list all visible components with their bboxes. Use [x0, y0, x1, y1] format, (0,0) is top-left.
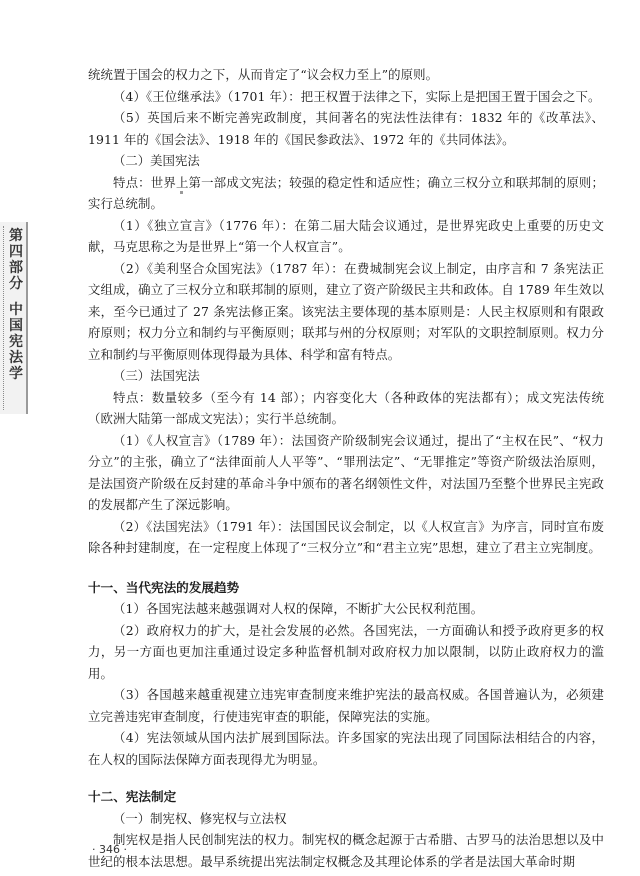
side-section-label [8, 228, 24, 382]
side-part-label: 第四部分 [9, 228, 23, 292]
subsection-heading: （三）法国宪法 [113, 368, 200, 383]
section-heading: 十二、宪法制定 [88, 789, 177, 804]
main-text [88, 64, 604, 872]
paragraph: 制宪权是指人民创制宪法的权力。制宪权的概念起源于古希腊、古罗马的法治思想以及中世纪的根本法思想。最早系统提出宪法制定权概念及其理论体系的学者是法国大革命时期 [88, 832, 604, 869]
paragraph: 统统置于国会的权力之下，从而肯定了“议会权力至上”的原则。 [88, 67, 439, 82]
paragraph: （1）《独立宣言》（1776 年）：在第二届大陆会议通过，是世界宪政史上重要的历史文献，马克思称之为是世界上“第一个人权宣言”。 [88, 217, 604, 254]
paragraph: 特点：世界上第一部成文宪法；较强的稳定性和适应性；确立三权分立和联邦制的原则；实行总统制。 [88, 174, 604, 211]
paragraph: （4）《王位继承法》（1701 年）：把王权置于法律之下，实际上是把国王置于国会之下。 [113, 88, 601, 104]
paragraph: 特点：数量较多（至今有 14 部）；内容变化大（各种政体的宪法都有）；成文宪法传统（欧洲大陆第一部成文宪法）；实行半总统制。 [88, 389, 604, 426]
paragraph: （4）宪法领域从国内法扩展到国际法。许多国家的宪法出现了同国际法相结合的内容，在人权的国际法保障方面表现得尤为明显。 [88, 730, 604, 767]
paragraph: （1）各国宪法越来越强调对人权的保障，不断扩大公民权利范围。 [113, 601, 484, 616]
paragraph: （3）各国越来越重视建立违宪审查制度来维护宪法的最高权威。各国普遍认为，必须建立完善违宪审查制度，行使违宪审查的职能，保障宪法的实施。 [88, 687, 604, 724]
paragraph: （2）《美利坚合众国宪法》（1787 年）：在费城制宪会议上制定，由序言和 7 条宪法正文组成，确立了三权分立和联邦制的原则，建立了资产阶级民主共和政体。自 1789 年生效以来，至今已通过了 27 条宪法修正案。该宪法主要体现的基本原则是：人民主权原则和有限政府原则；权力分立和制约与平衡原则；联邦与州的分权原则；对军队的文职控制原则。权力分立和制约与平衡原则体现得最为具体、科学和富有特点。 [88, 260, 604, 362]
subsection-heading: （二）美国宪法 [113, 153, 200, 168]
paragraph: （2）政府权力的扩大，是社会发展的必然。各国宪法，一方面确认和授予政府更多的权力，另一方面也更加注重通过设定多种监督机制对政府权力加以限制，以防止政府权力的滥用。 [88, 622, 604, 681]
side-title-label: 中国宪法学 [9, 302, 23, 382]
subsection-heading: （一）制宪权、修宪权与立法权 [113, 810, 287, 826]
paragraph: （2）《法国宪法》（1791 年）：法国国民议会制定，以《人权宣言》为序言，同时宣布废除各种封建制度，在一定程度上体现了“三权分立”和“君主立宪”思想，建立了君主立宪制度。 [88, 518, 604, 555]
paragraph: （5）英国后来不断完善宪政制度，其间著名的宪法性法律有：1832 年的《改革法》、1911 年的《国会法》、1918 年的《国民参政法》、1972 年的《共同体法》。 [88, 110, 604, 147]
section-heading: 十一、当代宪法的发展趋势 [88, 579, 240, 595]
paragraph: （1）《人权宣言》（1789 年）：法国资产阶级制宪会议通过，提出了“主权在民”、“权力分立”的主张，确立了“法律面前人人平等”、“罪刑法定”、“无罪推定”等资产阶级法治原则，是法国资产阶级在反封建的革命斗争中颁布的著名纲领性文件，对法国乃至整个世界民主宪政的发展都产生了深远影响。 [88, 432, 604, 512]
page-number: · 346 · [92, 843, 127, 856]
